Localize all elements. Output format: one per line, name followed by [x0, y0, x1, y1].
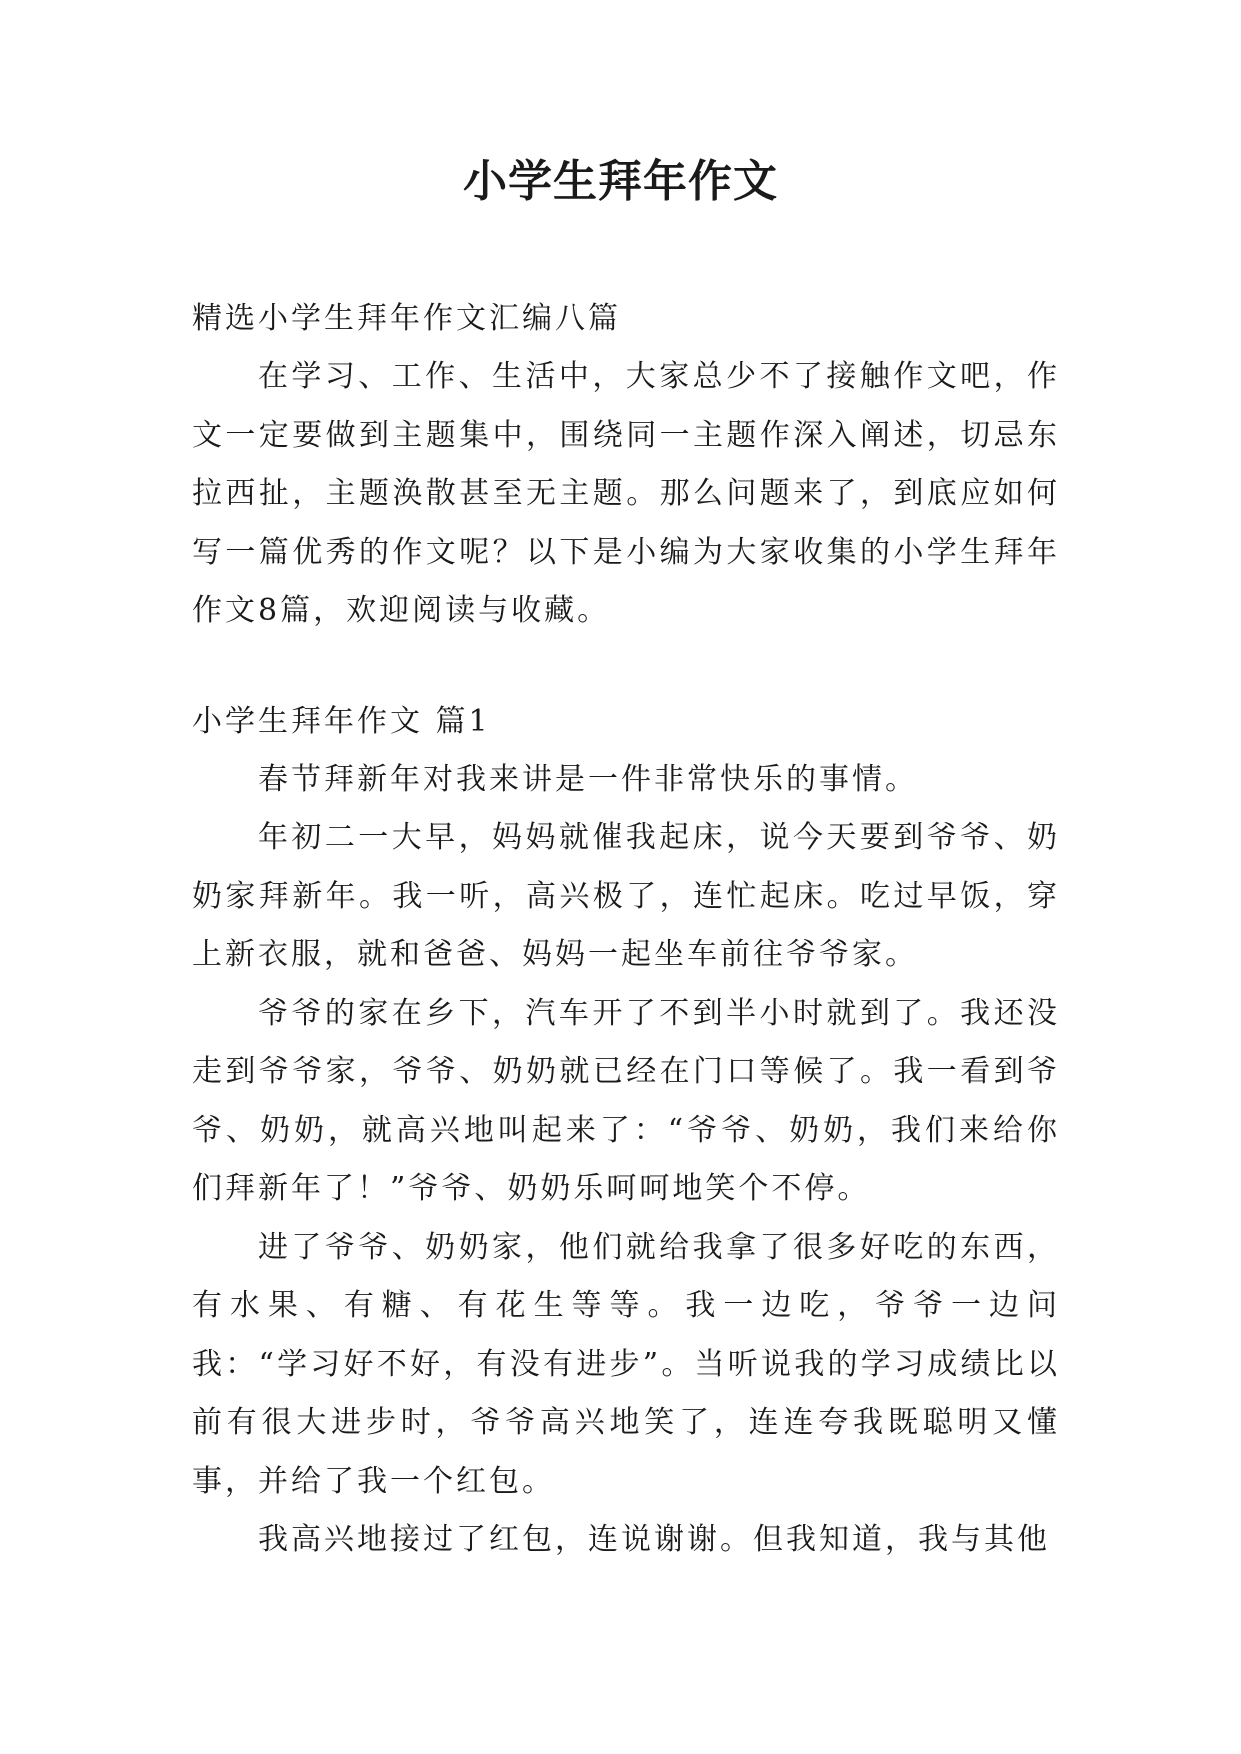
body-paragraph: 年初二一大早，妈妈就催我起床，说今天要到爷爷、奶奶家拜新年。我一听，高兴极了，连忙起床。吃过早饭，穿上新衣服，就和爸爸、妈妈一起坐车前往爷爷家。 — [192, 820, 1060, 972]
body-paragraph: 爷爷的家在乡下，汽车开了不到半小时就到了。我还没走到爷爷家，爷爷、奶奶就已经在门口等候了。我一看到爷爷、奶奶，就高兴地叫起来了：“爷爷、奶奶，我们来给你们拜新年了！”爷爷、奶奶乐呵呵地笑个不停。 — [192, 995, 1060, 1206]
section-spacer — [192, 641, 1060, 693]
body-paragraph: 进了爷爷、奶奶家，他们就给我拿了很多好吃的东西，有水果、有糖、有花生等等。我一边吃，爷爷一边问我：“学习好不好，有没有进步”。当听说我的学习成绩比以前有很大进步时，爷爷高兴地笑了，连连夸我既聪明又懂事，并给了我一个红包。 — [192, 1229, 1060, 1499]
document-title: 小学生拜年作文 — [463, 156, 778, 207]
document-body — [192, 290, 1060, 1570]
intro-paragraph: 在学习、工作、生活中，大家总少不了接触作文吧，作文一定要做到主题集中，围绕同一主题作深入阐述，切忌东拉西扯，主题涣散甚至无主题。那么问题来了，到底应如何写一篇优秀的作文呢？以下是小编为大家收集的小学生拜年作文8篇，欢迎阅读与收藏。 — [192, 359, 1060, 628]
document-subtitle: 精选小学生拜年作文汇编八篇 — [192, 301, 621, 336]
body-paragraph: 我高兴地接过了红包，连说谢谢。但我知道，我与其他 — [258, 1522, 1050, 1557]
section-heading: 小学生拜年作文 篇1 — [192, 703, 491, 739]
body-paragraph: 春节拜新年对我来讲是一件非常快乐的事情。 — [258, 761, 918, 797]
